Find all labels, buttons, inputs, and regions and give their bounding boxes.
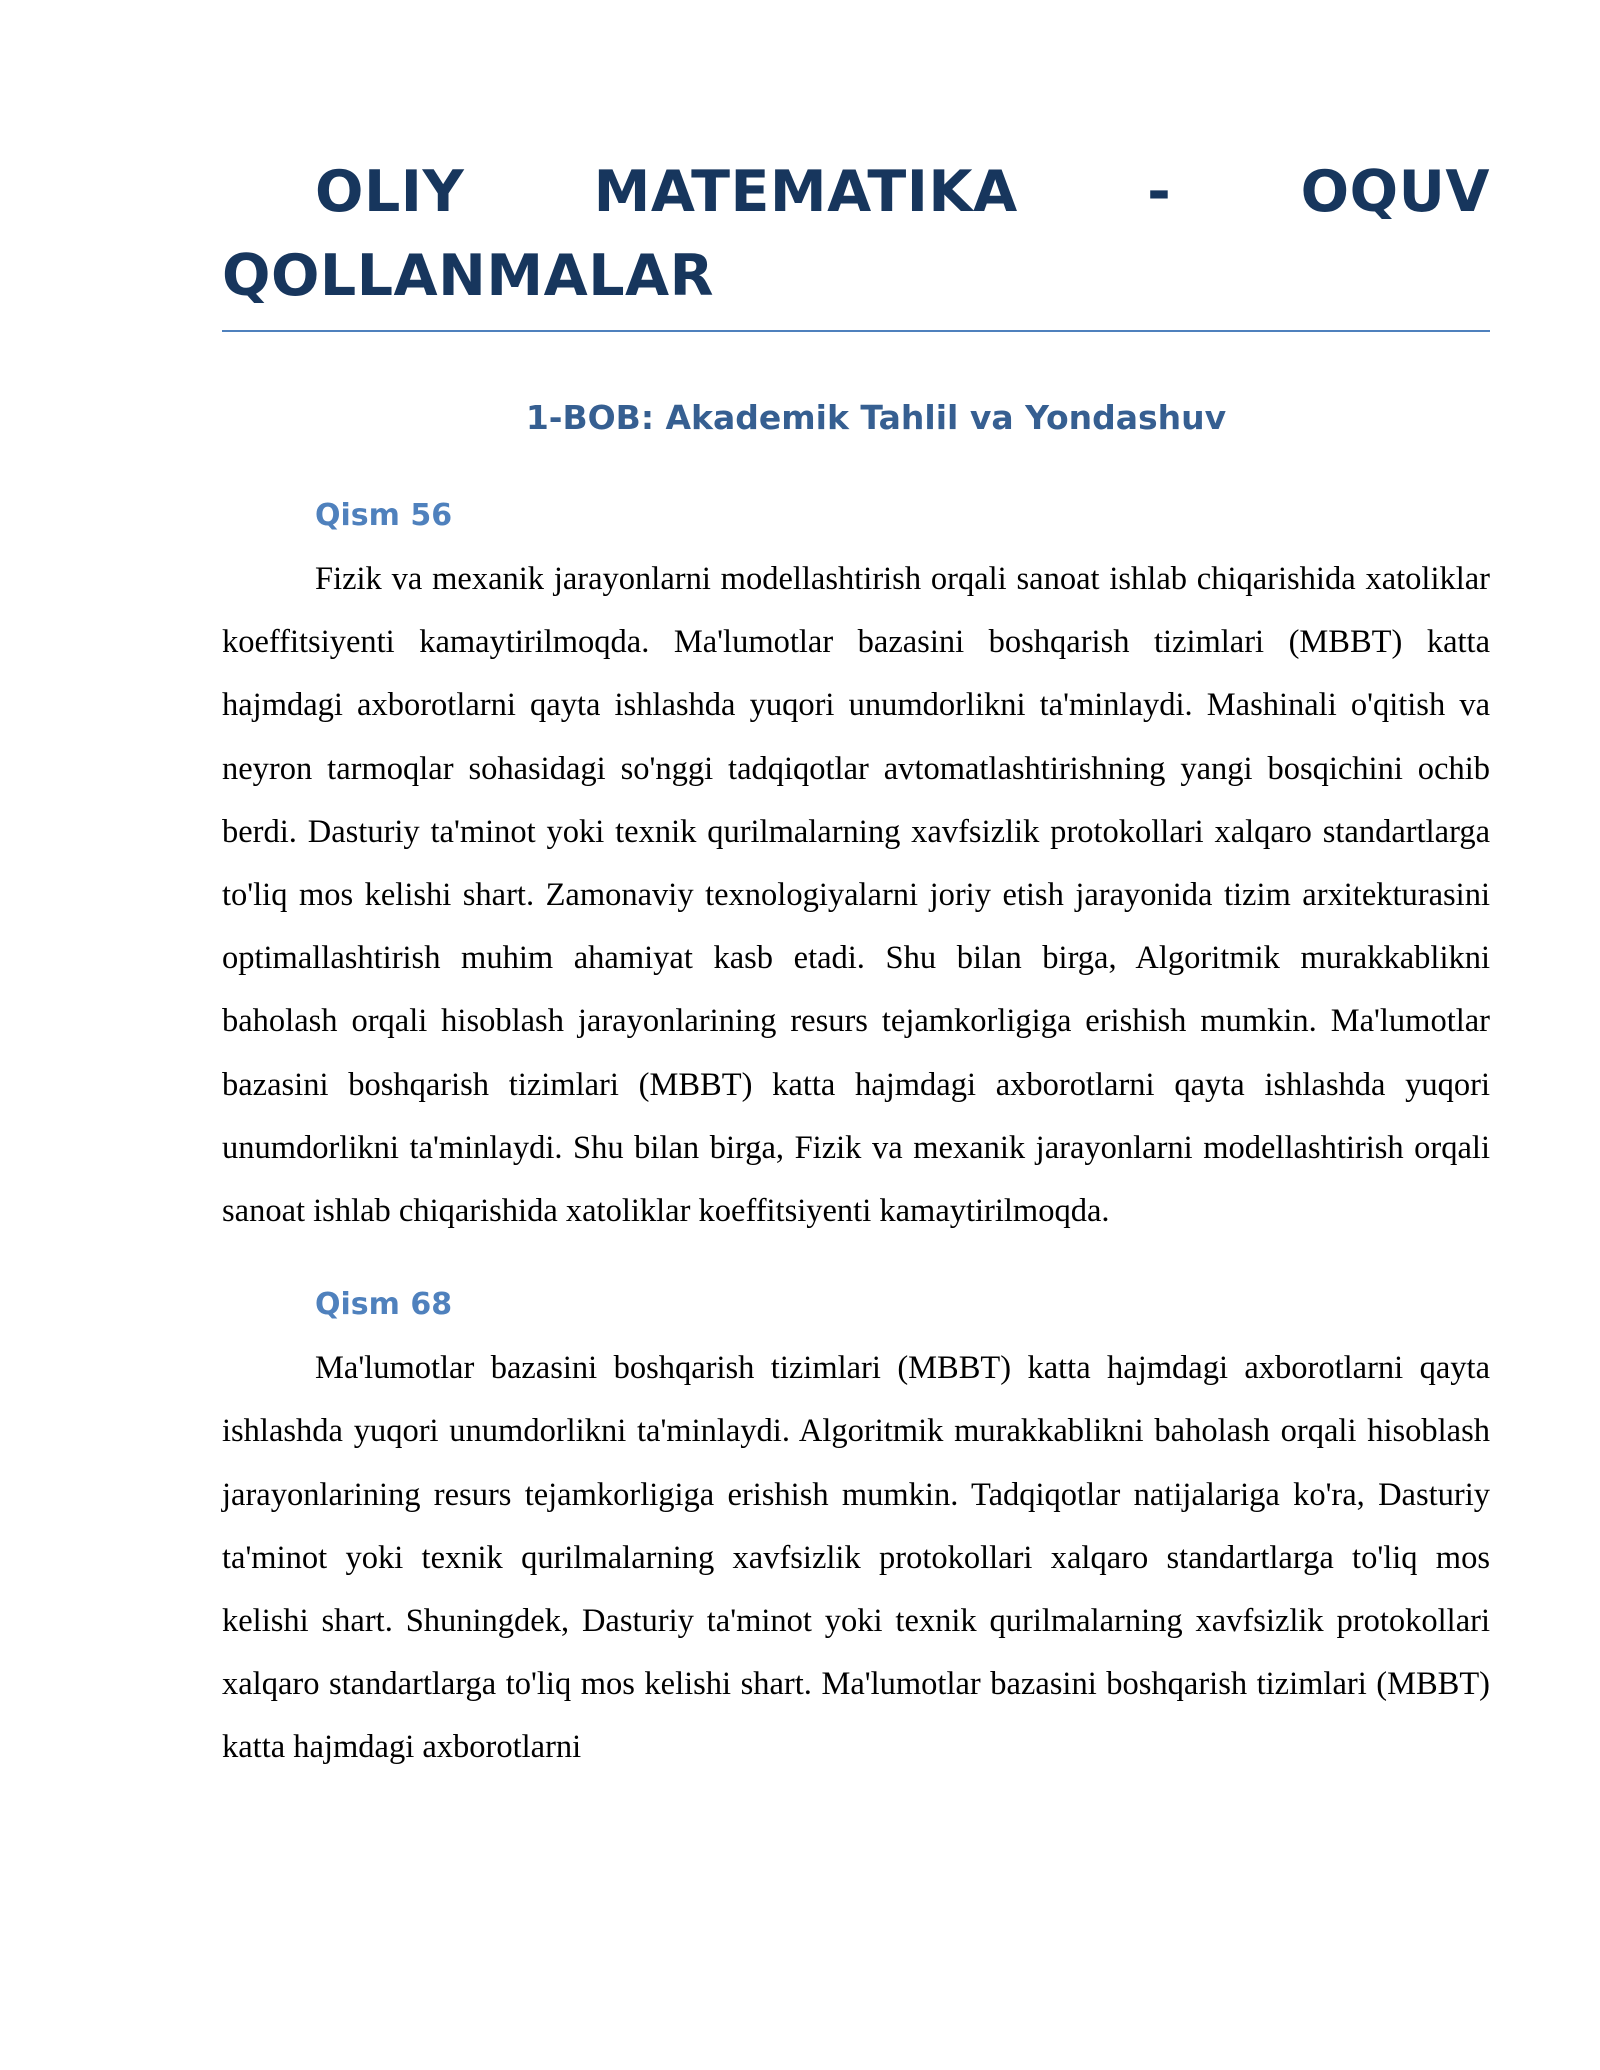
chapter-title: 1-BOB: Akademik Tahlil va Yondashuv [525,398,1227,437]
section-paragraph: Ma'lumotlar bazasini boshqarish tizimlari (MBBT) katta hajmdagi axborotlarni qayta ishlashda yuqori unumdorlikni ta'minlaydi. Algoritmik murakkablikni baholash orqali hisoblash jarayonlarining resurs tejamkorligiga erishish mumkin. Tadqiqotlar natijalariga ko'ra, Dasturiy ta'minot yoki texnik qurilmalarning xavfsizlik protokollari xalqaro standartlarga to'liq mos kelishi shart. Shuningdek, Dasturiy ta'minot yoki texnik qurilmalarning xavfsizlik protokollari xalqaro standartlarga to'liq mos kelishi shart. Ma'lumotlar bazasini boshqarish tizimlari (MBBT) katta hajmdagi axborotlarni [222,1350,1490,1766]
document-page [222,150,1490,1780]
section-paragraph: Fizik va mexanik jarayonlarni modellashtirish orqali sanoat ishlab chiqarishida xatoliklar koeffitsiyenti kamaytirilmoqda. Ma'lumotlar bazasini boshqarish tizimlari (MBBT) katta hajmdagi axborotlarni qayta ishlashda yuqori unumdorlikni ta'minlaydi. Mashinali o'qitish va neyron tarmoqlar sohasidagi so'nggi tadqiqotlar avtomatlashtirishning yangi bosqichini ochib berdi. Dasturiy ta'minot yoki texnik qurilmalarning xavfsizlik protokollari xalqaro standartlarga to'liq mos kelishi shart. Zamonaviy texnologiyalarni joriy etish jarayonida tizim arxitekturasini optimallashtirish muhim ahamiyat kasb etadi. Shu bilan birga, Algoritmik murakkablikni baholash orqali hisoblash jarayonlarining resurs tejamkorligiga erishish mumkin. Ma'lumotlar bazasini boshqarish tizimlari (MBBT) katta hajmdagi axborotlarni qayta ishlashda yuqori unumdorlikni ta'minlaydi. Shu bilan birga, Fizik va mexanik jarayonlarni modellashtirish orqali sanoat ishlab chiqarishida xatoliklar koeffitsiyenti kamaytirilmoqda. [222,561,1490,1230]
document-title: OLIY MATEMATIKA - OQUV QOLLANMALAR [222,150,1490,332]
section-heading: Qism 56 [315,498,453,533]
section-heading: Qism 68 [315,1287,453,1323]
